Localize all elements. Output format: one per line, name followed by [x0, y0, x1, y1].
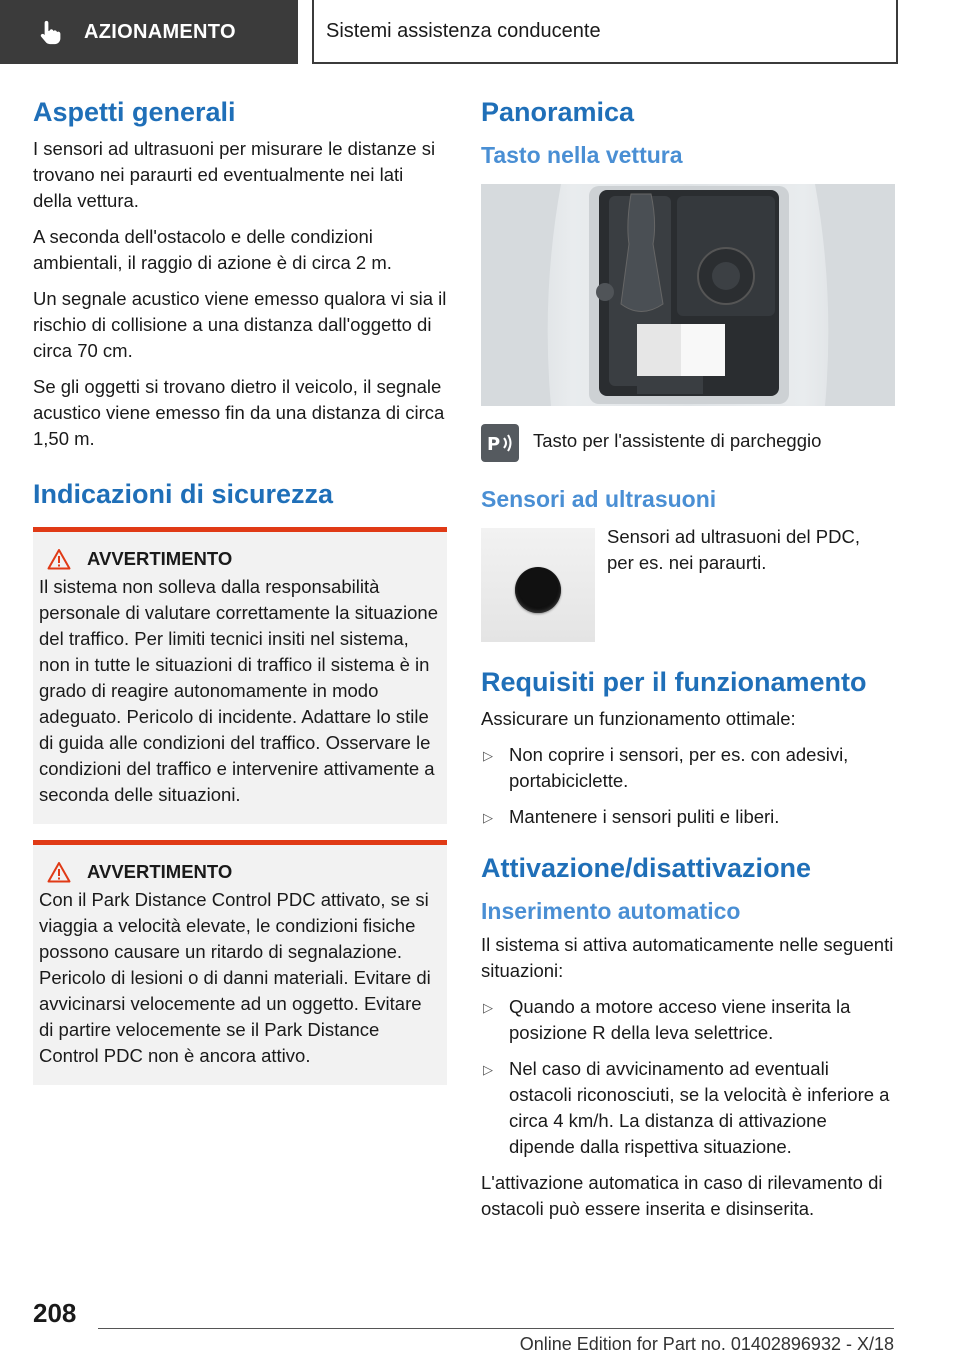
console-illustration	[481, 184, 895, 406]
sensors-caption: Sensori ad ultrasuoni del PDC, per es. nei paraurti.	[607, 525, 860, 573]
sensor-row	[481, 525, 895, 642]
auto-intro: Il sistema si attiva automaticamente nelle seguenti situazioni:	[481, 933, 894, 981]
park-assist-button-icon	[481, 424, 519, 462]
list-item: ▷ Non coprire i sensori, per es. con adesivi, portabiciclette.	[483, 743, 849, 791]
list-item: ▷ Mantenere i sensori puliti e liberi.	[481, 804, 895, 830]
warning-box-1	[33, 527, 447, 824]
svg-text:P: P	[487, 433, 501, 455]
edition-note: Online Edition for Part no. 01402896932 - X/18	[519, 1334, 894, 1354]
triangle-bullet-icon: ▷	[483, 747, 493, 763]
safety-heading: Indicazioni di sicurezza	[33, 479, 334, 510]
list-item: ▷ Nel caso di avvicinamento ad eventuali ostacoli riconosciuti, se la velocità è inferiore a circa 4 km/h. La distanza di attivazione dipende dalla rispettiva situazione.	[483, 1057, 890, 1157]
triangle-bullet-icon: ▷	[483, 809, 493, 825]
right-column	[481, 96, 895, 1232]
sensors-heading: Sensori ad ultrasuoni	[481, 485, 717, 512]
activation-heading: Attivazione/disattivazione	[481, 852, 812, 883]
page-header	[0, 0, 960, 66]
sensor-dot	[515, 567, 561, 613]
general-paragraph-1: I sensori ad ultrasuoni per misurare le distanze si trovano nei paraurti ed eventualmente nei lati della vettura.	[33, 138, 436, 212]
warning-triangle-icon	[47, 861, 71, 883]
warning-title-1	[39, 548, 439, 570]
requirements-heading: Requisiti per il funzionamento	[481, 666, 867, 697]
button-heading: Tasto nella vettura	[481, 142, 683, 169]
general-paragraph-4: Se gli oggetti si trovano dietro il veicolo, il segnale acustico viene emesso fin da una distanza di circa 1,50 m.	[33, 376, 445, 450]
overview-heading: Panoramica	[481, 97, 635, 127]
warning-text-2: Con il Park Distance Control PDC attivato, se si viaggia a velocità elevate, le condizioni fisiche possono causare un ritardo di segnalazione. Pericolo di lesioni o di danni materiali. Evitare di avvicinarsi velocemente ad un oggetto. Evitare di partire velocemente se il Park Distance Control PDC non è ancora attivo.	[39, 888, 431, 1066]
triangle-bullet-icon: ▷	[483, 1061, 493, 1077]
warning-label-2: AVVERTIMENTO	[87, 860, 233, 882]
triangle-bullet-icon: ▷	[483, 999, 493, 1015]
left-column	[33, 96, 447, 1101]
auto-list	[481, 994, 895, 1160]
page-number: 208	[33, 1298, 77, 1328]
chapter-title: Sistemi assistenza conducente	[326, 19, 601, 42]
auto-outro: L'attivazione automatica in caso di rilevamento di ostacoli può essere inserita e disinserita.	[481, 1171, 883, 1219]
warning-triangle-icon	[47, 548, 71, 570]
hand-pointer-icon	[36, 18, 64, 46]
center-console-photo	[481, 184, 895, 406]
chapter-tab	[312, 0, 898, 64]
general-paragraph-2: A seconda dell'ostacolo e delle condizioni ambientali, il raggio di azione è di circa 2 m.	[33, 226, 392, 274]
footer-divider	[98, 1328, 894, 1329]
general-paragraph-3: Un segnale acustico viene emesso qualora vi sia il rischio di collisione a una distanza dall'oggetto di circa 70 cm.	[33, 288, 447, 362]
button-caption-row	[481, 424, 895, 464]
warning-title-2	[39, 861, 439, 883]
section-title: AZIONAMENTO	[84, 20, 236, 43]
warning-label-1: AVVERTIMENTO	[87, 547, 233, 569]
warning-box-2	[33, 840, 447, 1085]
general-heading: Aspetti generali	[33, 97, 236, 127]
ultrasonic-sensor-photo	[481, 528, 595, 642]
list-item: ▷ Quando a motore acceso viene inserita la posizione R della leva selettrice.	[483, 995, 851, 1043]
section-tab	[0, 0, 298, 64]
warning-text-1: Il sistema non solleva dalla responsabilità personale di valutare correttamente la situazione del traffico. Per limiti tecnici insiti nel sistema, non in tutte le situazioni di traffico il sistema è in grado di reagire autonomamente in modo adeguato. Pericolo di incidente. Adattare lo stile di guida alle condizioni del traffico. Osservare le condizioni del traffico e intervenire attivamente a seconda delle situazioni.	[39, 575, 439, 805]
button-caption: Tasto per l'assistente di parcheggio	[533, 429, 822, 451]
requirements-intro: Assicurare un funzionamento ottimale:	[481, 707, 796, 729]
auto-heading: Inserimento automatico	[481, 898, 741, 925]
requirements-list	[481, 742, 895, 830]
